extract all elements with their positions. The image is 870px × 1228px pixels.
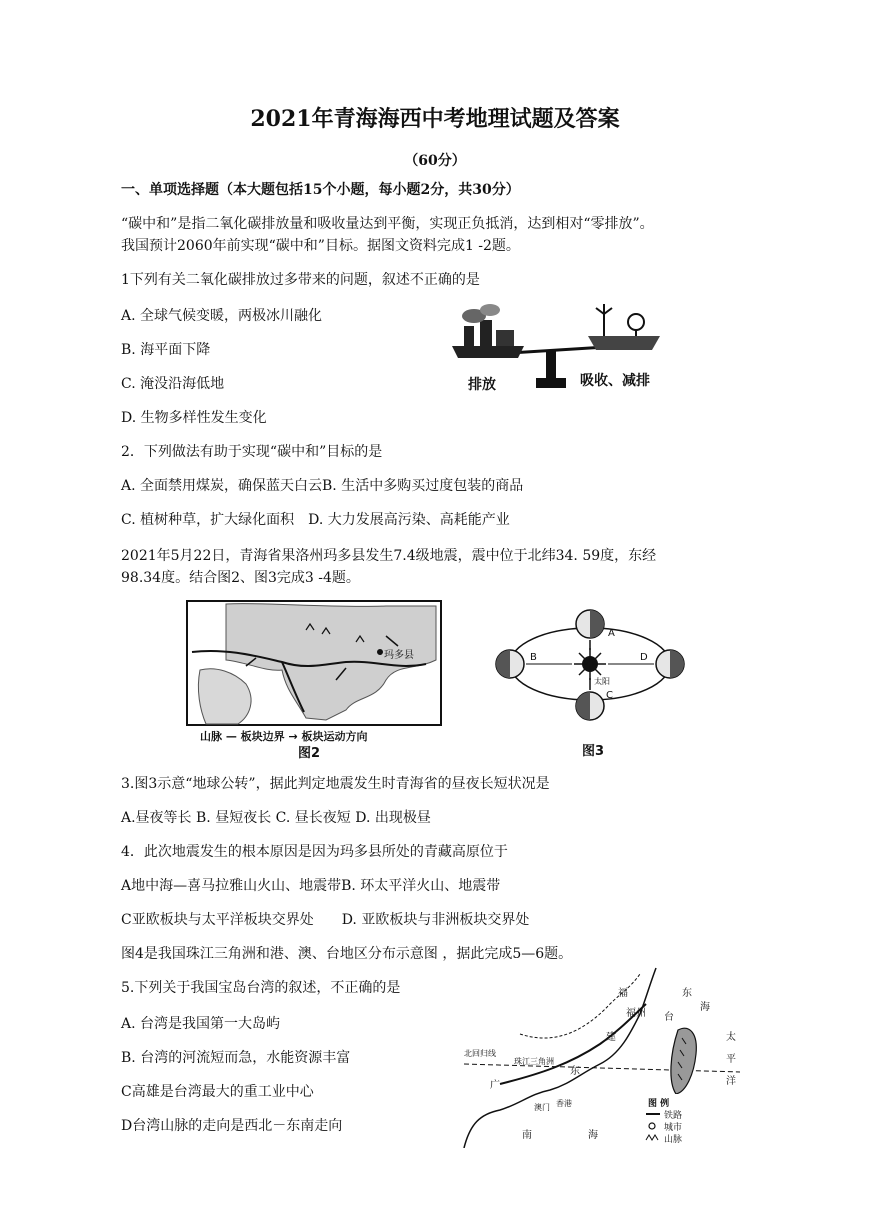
question-stem: 3.图3示意“地球公转”，据此判定地震发生时青海省的昼夜长短状况是	[121, 776, 550, 792]
intro-paragraph-line: 我国预计2060年前实现“碳中和”目标。据图文资料完成1 -2题。	[121, 238, 520, 254]
earth-orbit-illustration	[490, 606, 690, 734]
figure-2-caption: 图2	[298, 746, 321, 761]
figure-3-caption: 图3	[582, 744, 605, 759]
map4-label: 广	[490, 1080, 500, 1091]
option-text: B. 台湾的河流短而急，水能资源丰富	[121, 1050, 351, 1066]
intro-paragraph-line: 图4是我国珠江三角洲和港、澳、台地区分布示意图 ，据此完成5—6题。	[121, 946, 573, 962]
option-line: C亚欧板块与太平洋板块交界处 D. 亚欧板块与非洲板块交界处	[121, 912, 530, 928]
map4-label: 台	[664, 1012, 674, 1023]
orbit-label-a: A	[608, 628, 615, 639]
option-text: C. 淹没沿海低地	[121, 376, 225, 392]
page-title: 2021年青海海西中考地理试题及答案	[250, 106, 620, 132]
map4-label: 香港	[556, 1099, 572, 1108]
orbit-label-d: D	[640, 652, 648, 663]
option-line: C. 植树种草，扩大绿化面积 D. 大力发展高污染、高耗能产业	[121, 512, 510, 528]
map4-label: 北回归线	[464, 1049, 496, 1058]
option-line: A.昼夜等长 B. 昼短夜长 C. 昼长夜短 D. 出现极昼	[121, 810, 431, 826]
map4-label: 海	[588, 1130, 598, 1141]
option-text: A. 全球气候变暖，两极冰川融化	[121, 308, 323, 324]
balance-figure	[448, 300, 664, 400]
option-line: A. 全面禁用煤炭，确保蓝天白云B. 生活中多购买过度包装的商品	[121, 478, 524, 494]
section-heading: 一、单项选择题（本大题包括15个小题，每小题2分，共30分）	[121, 182, 520, 198]
map4-label: 东	[682, 988, 692, 999]
orbit-label-b: B	[530, 652, 537, 663]
map4-label: 建	[606, 1032, 616, 1043]
map-legend: 山脉 — 板块边界 → 板块运动方向	[200, 730, 368, 743]
question-stem: 5.下列关于我国宝岛台湾的叙述，不正确的是	[121, 980, 401, 996]
map4-label: 福州	[626, 1008, 646, 1019]
map4-label: 福	[618, 988, 628, 999]
map4-label: 平	[726, 1054, 736, 1065]
prd-taiwan-map-illustration	[460, 964, 750, 1148]
figure-4-map	[460, 964, 750, 1148]
intro-paragraph-line: 2021年5月22日，青海省果洛州玛多县发生7.4级地震，震中位于北纬34. 59度，东经	[121, 548, 657, 564]
balance-right-label: 吸收、减排	[580, 373, 650, 389]
map4-legend-item: 城市	[664, 1123, 683, 1133]
map4-label: 洋	[726, 1076, 736, 1087]
map-label-town: 玛多县	[384, 650, 414, 661]
orbit-label-c: C	[606, 690, 613, 701]
option-text: C高雄是台湾最大的重工业中心	[121, 1084, 314, 1100]
figure-2-map	[186, 600, 442, 760]
option-text: B. 海平面下降	[121, 342, 211, 358]
map4-label: 海	[700, 1002, 710, 1013]
question-stem: 4．此次地震发生的根本原因是因为玛多县所处的青藏高原位于	[121, 844, 508, 860]
question-stem: 2．下列做法有助于实现“碳中和”目标的是	[121, 444, 383, 460]
plate-map-illustration	[186, 600, 442, 726]
map4-legend-title: 图 例	[648, 1099, 670, 1109]
figure-3-orbit	[490, 606, 690, 758]
map4-label: 南	[522, 1130, 532, 1141]
option-text: D. 生物多样性发生变化	[121, 410, 267, 426]
map4-legend-item: 山脉	[664, 1135, 683, 1145]
option-text: D台湾山脉的走向是西北－东南走向	[121, 1118, 343, 1134]
balance-left-label: 排放	[468, 377, 496, 393]
map4-label: 东	[570, 1066, 580, 1077]
score-note: （60分）	[404, 153, 466, 169]
map4-label: 太	[726, 1032, 736, 1043]
option-line: A地中海—喜马拉雅山火山、地震带B. 环太平洋火山、地震带	[121, 878, 501, 894]
option-text: A. 台湾是我国第一大岛屿	[121, 1016, 281, 1032]
intro-paragraph-line: 98.34度。结合图2、图3完成3 -4题。	[121, 570, 360, 586]
intro-paragraph-line: “碳中和”是指二氧化碳排放量和吸收量达到平衡，实现正负抵消，达到相对“零排放”。	[121, 216, 654, 232]
map4-label: 珠江三角洲	[514, 1057, 554, 1066]
orbit-sun-label: 太阳	[594, 677, 610, 686]
map4-label: 澳门	[534, 1103, 550, 1112]
map4-legend-item: 铁路	[664, 1111, 683, 1121]
question-stem: 1下列有关二氧化碳排放过多带来的问题，叙述不正确的是	[121, 272, 480, 288]
